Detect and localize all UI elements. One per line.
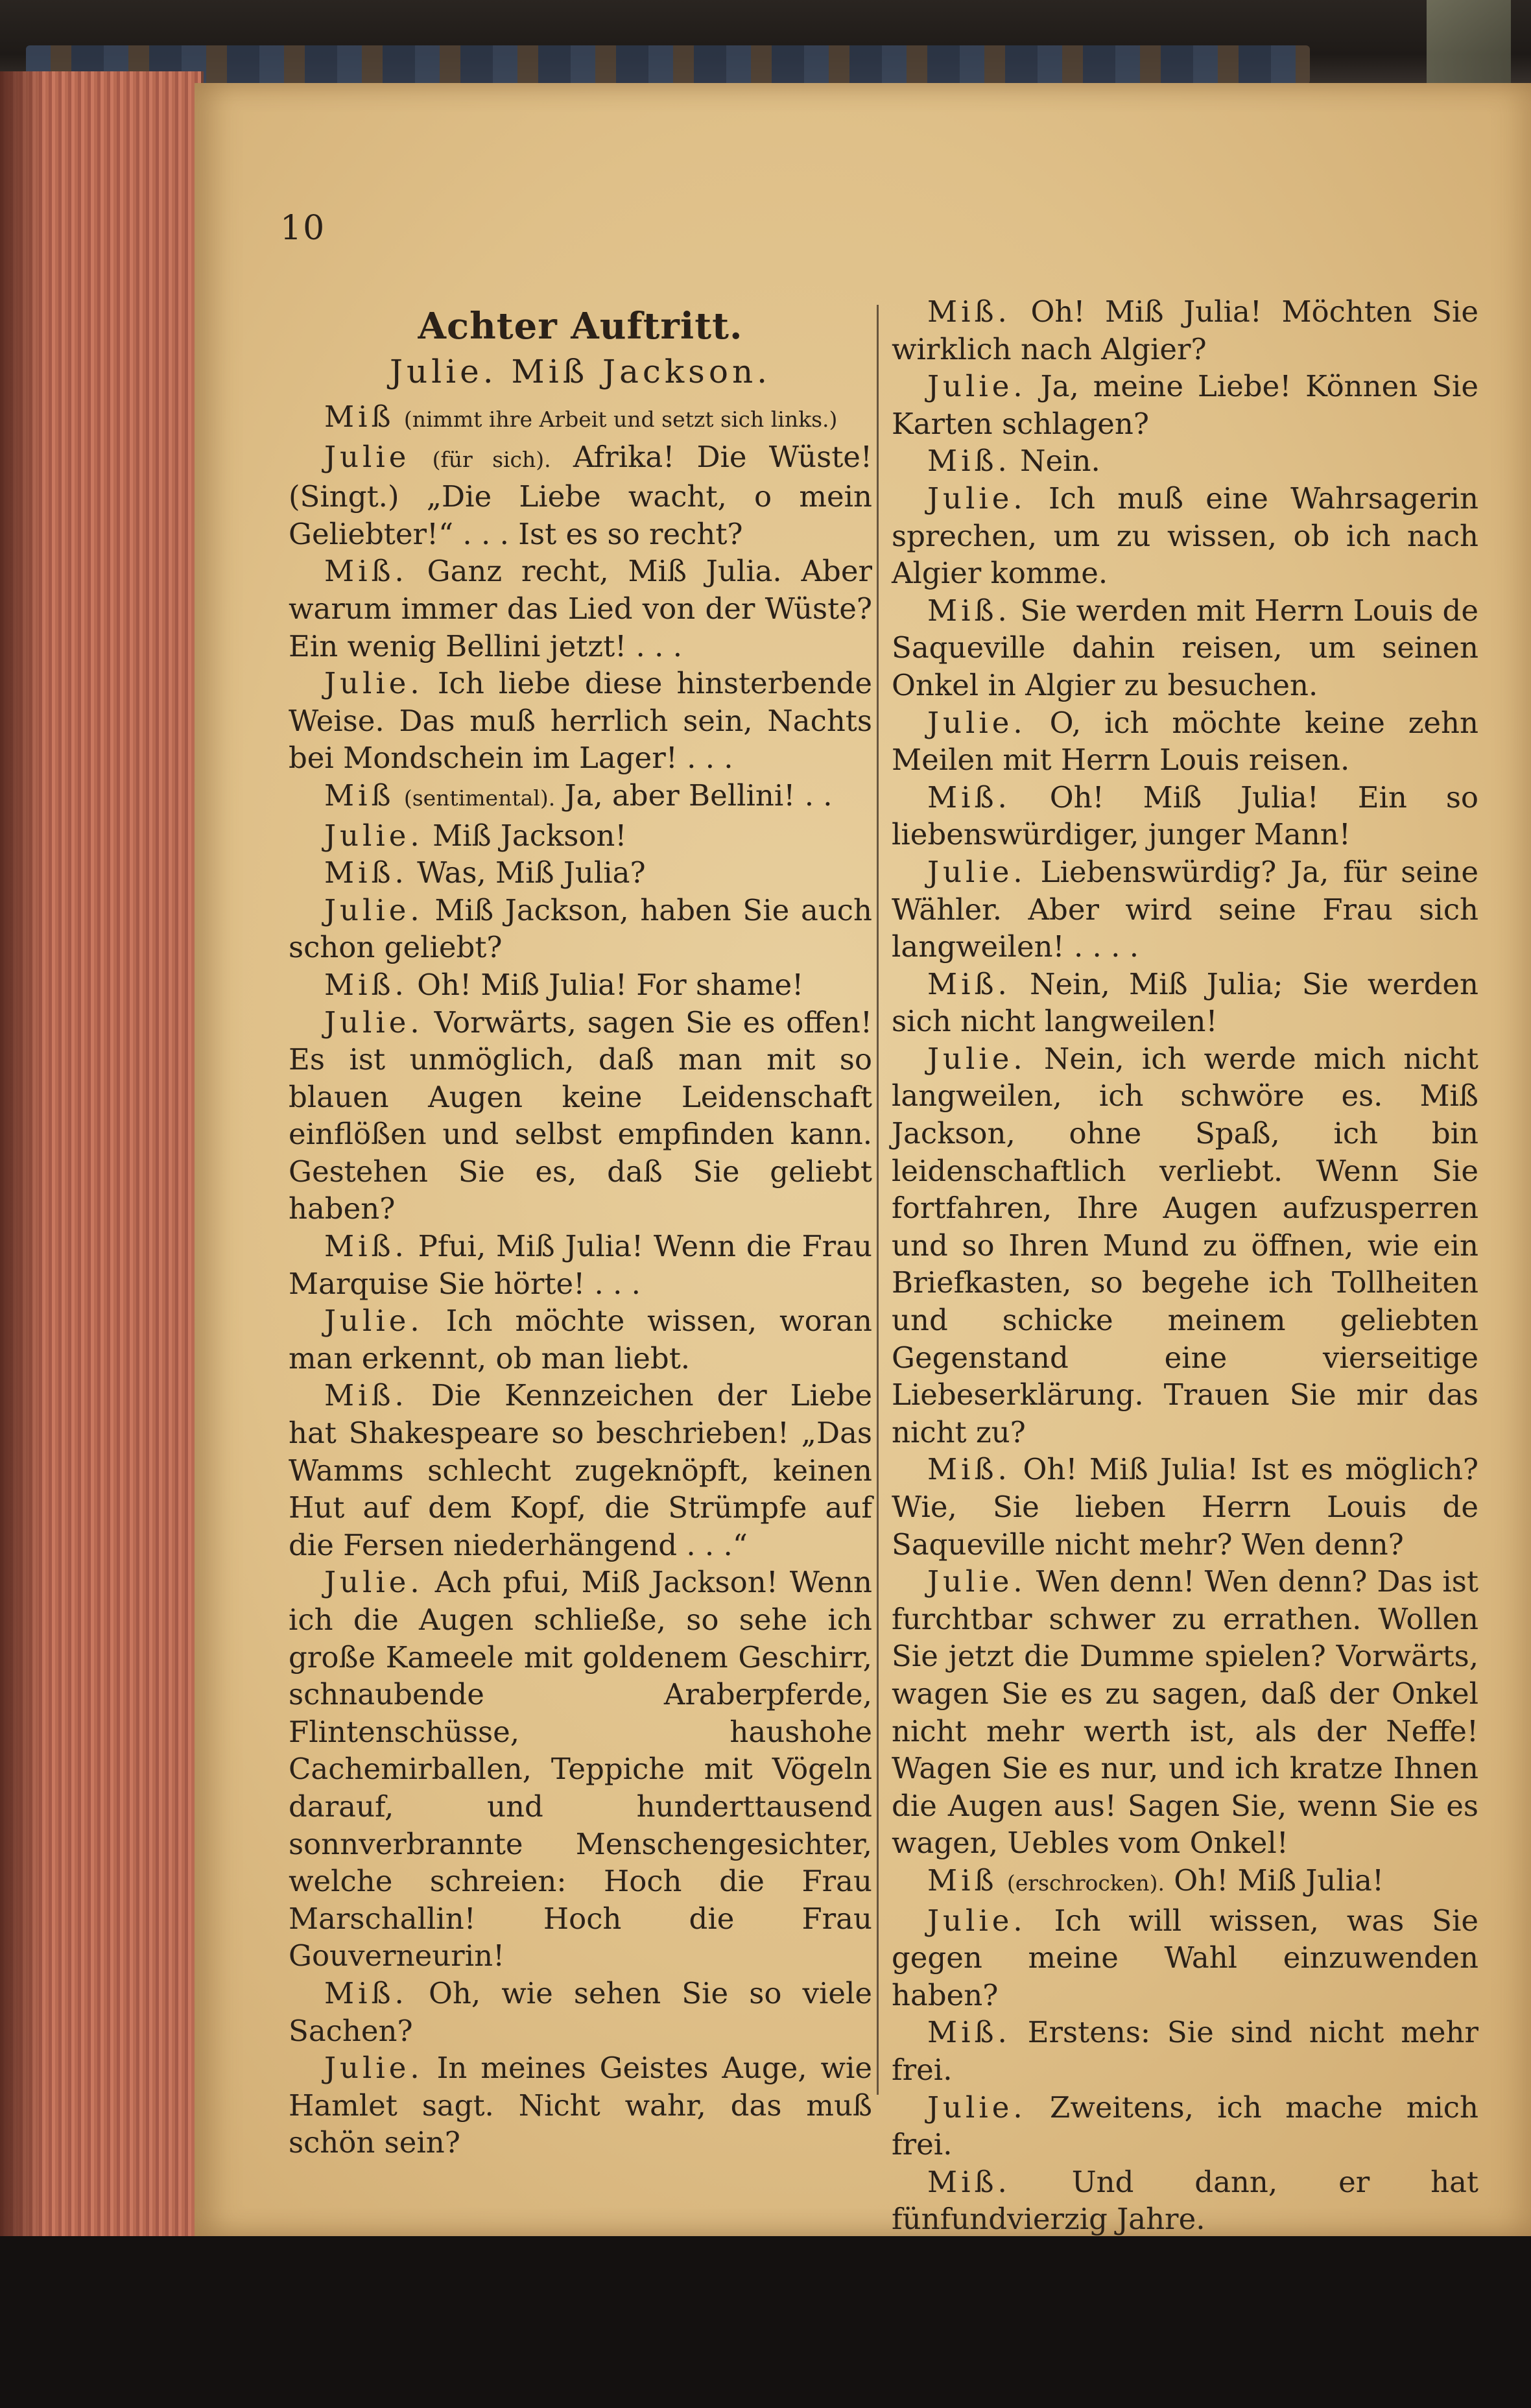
dialogue-paragraph: [289, 777, 872, 817]
dialogue-text: Ganz recht, Miß Julia. Aber warum immer das Lied von der Wüste? Ein wenig Bellini jetzt! . . .: [289, 554, 872, 663]
dialogue-text: Die Kennzeichen der Liebe hat Shakespeare so beschrieben! „Das Wamms schlecht zugeknöpft, keinen Hut auf dem Kopf, die Strümpfe auf die Fersen niederhängend . . .“: [289, 1378, 872, 1562]
dialogue-paragraph: [892, 1451, 1478, 1563]
dialogue-text: Ich muß eine Wahrsagerin sprechen, um zu wissen, ob ich nach Algier komme.: [892, 481, 1478, 591]
stage-direction: (sentimental).: [403, 785, 556, 811]
dialogue-paragraph: [289, 1975, 872, 2049]
dialogue-text: Oh! Miß Julia! Ein so liebenswürdiger, junger Mann!: [892, 780, 1479, 852]
speaker-name: Miß.: [927, 966, 1011, 1001]
dialogue-paragraph: [892, 2089, 1478, 2164]
dialogue-paragraph: [892, 442, 1478, 480]
scene-title: Achter Auftritt.: [418, 305, 743, 348]
dialogue-text: Ich will wissen, was Sie gegen meine Wahl einzuwenden haben?: [892, 1903, 1478, 2012]
dialogue-text: Vorwärts, sagen Sie es offen! Es ist unmöglich, daß man mit so blauen Augen keine Leidenschaft einflößen und selbst empfinden kann. Gestehen Sie es, daß Sie geliebt haben?: [289, 1005, 872, 1226]
speaker-name: Julie.: [324, 1304, 423, 1339]
speaker-name: Julie: [324, 439, 410, 474]
speaker-name: Julie.: [324, 892, 423, 927]
dialogue-text: In meines Geistes Auge, wie Hamlet sagt. Nicht wahr, das muß schön sein?: [289, 2051, 872, 2160]
left-dialogue: [289, 398, 872, 2162]
speaker-name: Miß: [927, 1863, 998, 1898]
speaker-name: Julie.: [927, 854, 1027, 889]
dialogue-paragraph: [892, 1563, 1478, 1862]
dialogue-paragraph: [892, 2014, 1478, 2088]
speaker-name: Miß.: [927, 593, 1011, 628]
dialogue-text: Liebenswürdig? Ja, für seine Wähler. Aber wird seine Frau sich langweilen! . . . .: [892, 854, 1478, 964]
dialogue-paragraph: [289, 1228, 872, 1302]
dialogue-text: Und dann, er hat fünfundvierzig Jahre.: [892, 2164, 1478, 2237]
dialogue-paragraph: [892, 704, 1478, 779]
dialogue-text: Ja, meine Liebe! Können Sie Karten schlagen?: [892, 369, 1478, 441]
speaker-name: Miß.: [324, 1975, 408, 2010]
dialogue-text: Ja, aber Bellini! . .: [564, 778, 833, 813]
dialogue-paragraph: [892, 2164, 1478, 2238]
speaker-name: Julie.: [324, 1565, 423, 1600]
dialogue-paragraph: [892, 966, 1478, 1040]
speaker-name: Miß.: [324, 1229, 408, 1264]
speaker-name: Julie.: [324, 818, 423, 853]
dialogue-text: Erstens: Sie sind nicht mehr frei.: [892, 2015, 1478, 2087]
dialogue-text: Afrika! Die Wüste! (Singt.) „Die Liebe wacht, o mein Geliebter!“ . . . Ist es so recht?: [289, 439, 873, 551]
speaker-name: Miß: [324, 778, 395, 813]
dialogue-paragraph: [892, 480, 1478, 592]
dialogue-text: Oh! Miß Julia! For shame!: [417, 967, 804, 1002]
dialogue-text: Oh! Miß Julia! Ist es möglich? Wie, Sie lieben Herrn Louis de Saqueville nicht mehr? Wen denn?: [892, 1452, 1478, 1562]
dialogue-paragraph: [289, 398, 872, 438]
scene-cast: Julie. Miß Jackson.: [389, 353, 772, 390]
dialogue-text: Nein, ich werde mich nicht langweilen, ich schwöre es. Miß Jackson, ohne Spaß, ich bin leidenschaftlich verliebt. Wenn Sie fortfahren, Ihre Augen aufzusperren und so Ihren Mund zu öffnen, wie ein Briefkasten, so begehe ich Tollheiten und schicke meinem geliebten Gegenstand eine vierseitige Liebeserklärung. Trauen Sie mir das nicht zu?: [892, 1041, 1478, 1449]
dialogue-paragraph: [892, 853, 1478, 966]
speaker-name: Miß.: [927, 2015, 1011, 2050]
speaker-name: Julie.: [324, 2051, 423, 2086]
dialogue-paragraph: [289, 1377, 872, 1564]
dialogue-paragraph: [892, 368, 1478, 442]
speaker-name: Julie.: [927, 705, 1027, 740]
marbled-endpaper: [26, 45, 1310, 84]
dialogue-text: Oh! Miß Julia! Möchten Sie wirklich nach Algier?: [892, 294, 1478, 366]
dialogue-paragraph: [892, 779, 1478, 853]
speaker-name: Miß.: [324, 855, 408, 890]
speaker-name: Miß.: [324, 967, 408, 1002]
dialogue-paragraph: [289, 892, 872, 966]
dialogue-text: Oh! Miß Julia!: [1174, 1863, 1384, 1898]
bookmark-ribbon: [1427, 0, 1511, 91]
page-edges-shadow: [0, 71, 45, 2276]
dialogue-paragraph: [892, 1902, 1478, 2014]
speaker-name: Julie.: [927, 1564, 1027, 1599]
dialogue-text: Ich liebe diese hinsterbende Weise. Das muß herrlich sein, Nachts bei Mondschein im Lager! . . .: [289, 666, 872, 776]
right-dialogue: [892, 293, 1478, 2238]
dialogue-text: Wen denn! Wen denn? Das ist furchtbar schwer zu errathen. Wollen Sie jetzt die Dumme spielen? Vorwärts, wagen Sie es zu sagen, daß der Onkel nicht mehr werth ist, als der Neffe! Wagen Sie es nur, und ich kratze Ihnen die Augen aus! Sagen Sie, wenn Sie es wagen, Uebles vom Onkel!: [892, 1564, 1478, 1861]
dialogue-paragraph: [892, 293, 1478, 368]
dialogue-text: Was, Miß Julia?: [417, 855, 646, 890]
dialogue-text: Nein, Miß Julia; Sie werden sich nicht langweilen!: [892, 966, 1478, 1039]
page-number: 10: [280, 209, 326, 248]
speaker-name: Julie.: [927, 481, 1027, 516]
dialogue-text: Ich möchte wissen, woran man erkennt, ob man liebt.: [289, 1304, 872, 1376]
speaker-name: Julie.: [927, 1041, 1027, 1076]
speaker-name: Julie.: [927, 2090, 1027, 2125]
dialogue-paragraph: [289, 553, 872, 665]
stage-direction: (für sich).: [432, 446, 551, 472]
page-edges: [0, 71, 204, 2276]
dialogue-paragraph: [289, 966, 872, 1004]
dialogue-paragraph: [892, 1862, 1478, 1902]
speaker-name: Miß.: [927, 294, 1011, 329]
book-cover-top: [0, 0, 1531, 91]
speaker-name: Miß.: [927, 780, 1011, 815]
speaker-name: Julie.: [927, 369, 1027, 404]
speaker-name: Miß.: [927, 444, 1011, 479]
dialogue-paragraph: [892, 1040, 1478, 1451]
dialogue-paragraph: [289, 817, 872, 855]
background-bottom: [0, 2236, 1531, 2408]
dialogue-paragraph: [289, 1004, 872, 1228]
speaker-name: Miß.: [927, 1452, 1011, 1487]
dialogue-paragraph: [289, 438, 872, 553]
dialogue-text: Sie werden mit Herrn Louis de Saqueville dahin reisen, um seinen Onkel in Algier zu besuchen.: [892, 593, 1478, 702]
speaker-name: Miß: [324, 399, 395, 434]
dialogue-text: Ach pfui, Miß Jackson! Wenn ich die Augen schließe, so sehe ich große Kameele mit goldenem Geschirr, schnaubende Araberpferde, Flintenschüsse, haushohe Cachemirballen, Teppiche mit Vögeln darauf, und hunderttausend sonnverbrannte Menschengesichter, welche schreien: Hoch die Frau Marschallin! Hoch die Frau Gouverneurin!: [289, 1565, 872, 1973]
stage-direction: (nimmt ihre Arbeit und setzt sich links.): [403, 407, 838, 432]
speaker-name: Julie.: [324, 1005, 423, 1040]
dialogue-text: Miß Jackson, haben Sie auch schon geliebt?: [289, 892, 872, 965]
dialogue-paragraph: [289, 854, 872, 892]
speaker-name: Miß.: [324, 554, 408, 589]
speaker-name: Julie.: [324, 666, 423, 701]
speaker-name: Julie.: [927, 1903, 1027, 1938]
dialogue-text: Miß Jackson!: [433, 818, 627, 853]
dialogue-paragraph: [289, 2049, 872, 2162]
dialogue-text: O, ich möchte keine zehn Meilen mit Herrn Louis reisen.: [892, 705, 1478, 778]
dialogue-paragraph: [289, 1302, 872, 1377]
column-divider: [877, 305, 879, 2095]
dialogue-text: Nein.: [1020, 444, 1100, 479]
dialogue-text: Pfui, Miß Julia! Wenn die Frau Marquise Sie hörte! . . .: [289, 1229, 872, 1301]
dialogue-paragraph: [289, 665, 872, 777]
dialogue-text: Oh, wie sehen Sie so viele Sachen?: [289, 1975, 872, 2048]
left-column: [289, 305, 872, 2162]
speaker-name: Miß.: [324, 1378, 408, 1413]
dialogue-text: Zweitens, ich mache mich frei.: [892, 2090, 1478, 2162]
stage-direction: (erschrocken).: [1006, 1870, 1165, 1896]
dialogue-paragraph: [289, 1564, 872, 1975]
speaker-name: Miß.: [927, 2164, 1011, 2199]
right-column: [892, 293, 1478, 2238]
dialogue-paragraph: [892, 592, 1478, 704]
